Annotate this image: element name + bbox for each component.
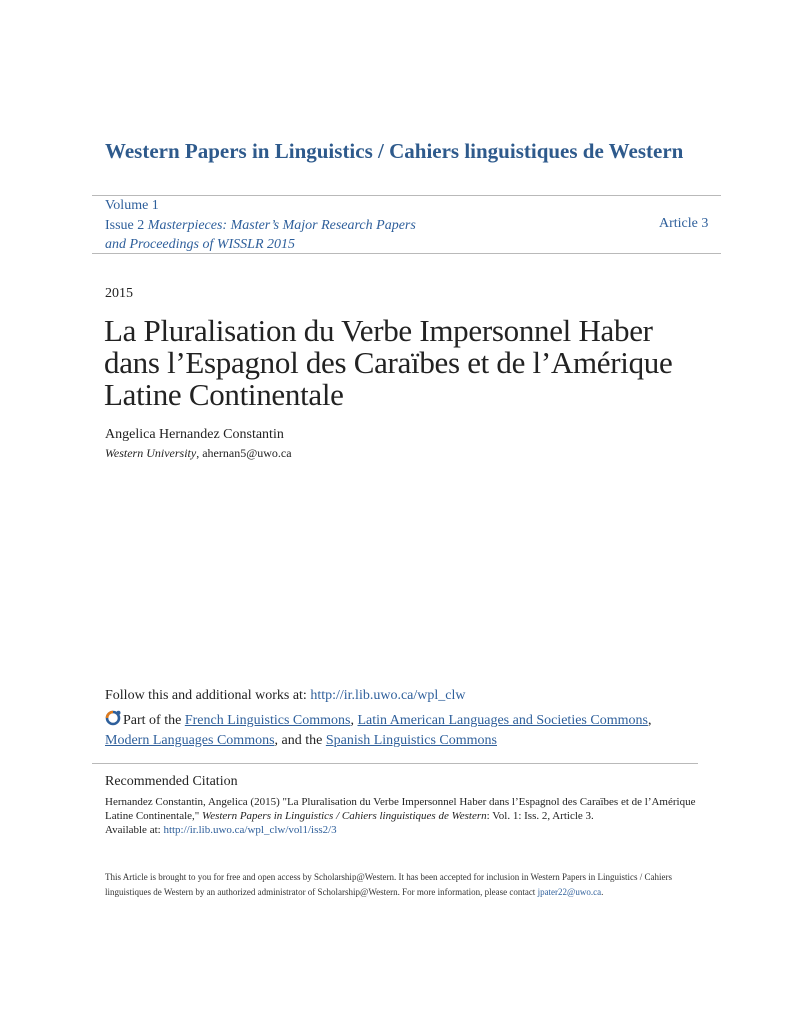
publication-year: 2015	[105, 286, 133, 301]
contact-email-link[interactable]: jpater22@uwo.ca	[537, 887, 602, 897]
issue-title: Masterpieces: Master’s Major Research Papers and Proceedings of WISSLR 2015	[105, 218, 416, 252]
spanish-linguistics-commons-link[interactable]: Spanish Linguistics Commons	[325, 733, 497, 748]
citation-journal: Western Papers in Linguistics / Cahiers linguistiques de Western	[202, 810, 487, 822]
divider-top	[92, 195, 721, 196]
separator: ,	[350, 713, 358, 728]
citation-heading: Recommended Citation	[105, 774, 238, 789]
latin-american-commons-link[interactable]: Latin American Languages and Societies Commons	[357, 713, 648, 728]
author-name: Angelica Hernandez Constantin	[105, 427, 284, 442]
separator: ,	[647, 713, 652, 728]
affiliation-name: Western University	[105, 446, 197, 460]
separator: , and the	[274, 733, 326, 748]
divider-citation	[92, 763, 698, 764]
citation-volume: : Vol. 1: Iss. 2, Article 3.	[486, 810, 594, 822]
follow-label: Follow this and additional works at:	[105, 688, 311, 703]
follow-line	[105, 688, 465, 704]
volume-link[interactable]: Volume 1	[105, 198, 159, 213]
issue-link[interactable]	[105, 216, 425, 254]
footer-end: .	[601, 887, 604, 897]
divider-bottom	[92, 253, 721, 254]
author-affiliation	[105, 446, 292, 461]
journal-title[interactable]: Western Papers in Linguistics / Cahiers linguistiques de Western	[105, 139, 684, 163]
article-link[interactable]: Article 3	[659, 216, 709, 231]
repository-link[interactable]: http://ir.lib.uwo.ca/wpl_clw	[310, 688, 466, 703]
footer-text: This Article is brought to you for free and open access by Scholarship@Western. It has been accepted for inclusion in Western Papers in Linguistics / Cahiers linguistiques de Western by an authorized administrator of Scholarship@Western. For more information, please contact	[105, 872, 673, 897]
modern-languages-commons-link[interactable]: Modern Languages Commons	[105, 733, 275, 748]
citation-text	[105, 795, 705, 837]
access-footer	[105, 870, 705, 900]
citation-body: Hernandez Constantin, Angelica (2015) "La Pluralisation du Verbe Impersonnel Haber dans l’Espagnol des Caraïbes et de l’Amérique Latine Continentale,"	[105, 796, 696, 822]
available-label: Available at:	[105, 824, 164, 836]
part-of-prefix: Part of the	[123, 713, 185, 728]
issue-prefix: Issue 2	[105, 218, 148, 233]
commons-network-icon	[105, 710, 121, 726]
citation-url-link[interactable]: http://ir.lib.uwo.ca/wpl_clw/vol1/iss2/3	[163, 824, 337, 836]
paper-title: La Pluralisation du Verbe Impersonnel Haber dans l’Espagnol des Caraïbes et de l’Amérique Latine Continentale	[104, 313, 673, 412]
author-email: , ahernan5@uwo.ca	[196, 446, 292, 460]
part-of-commons	[105, 710, 705, 751]
french-linguistics-commons-link[interactable]: French Linguistics Commons	[184, 713, 351, 728]
